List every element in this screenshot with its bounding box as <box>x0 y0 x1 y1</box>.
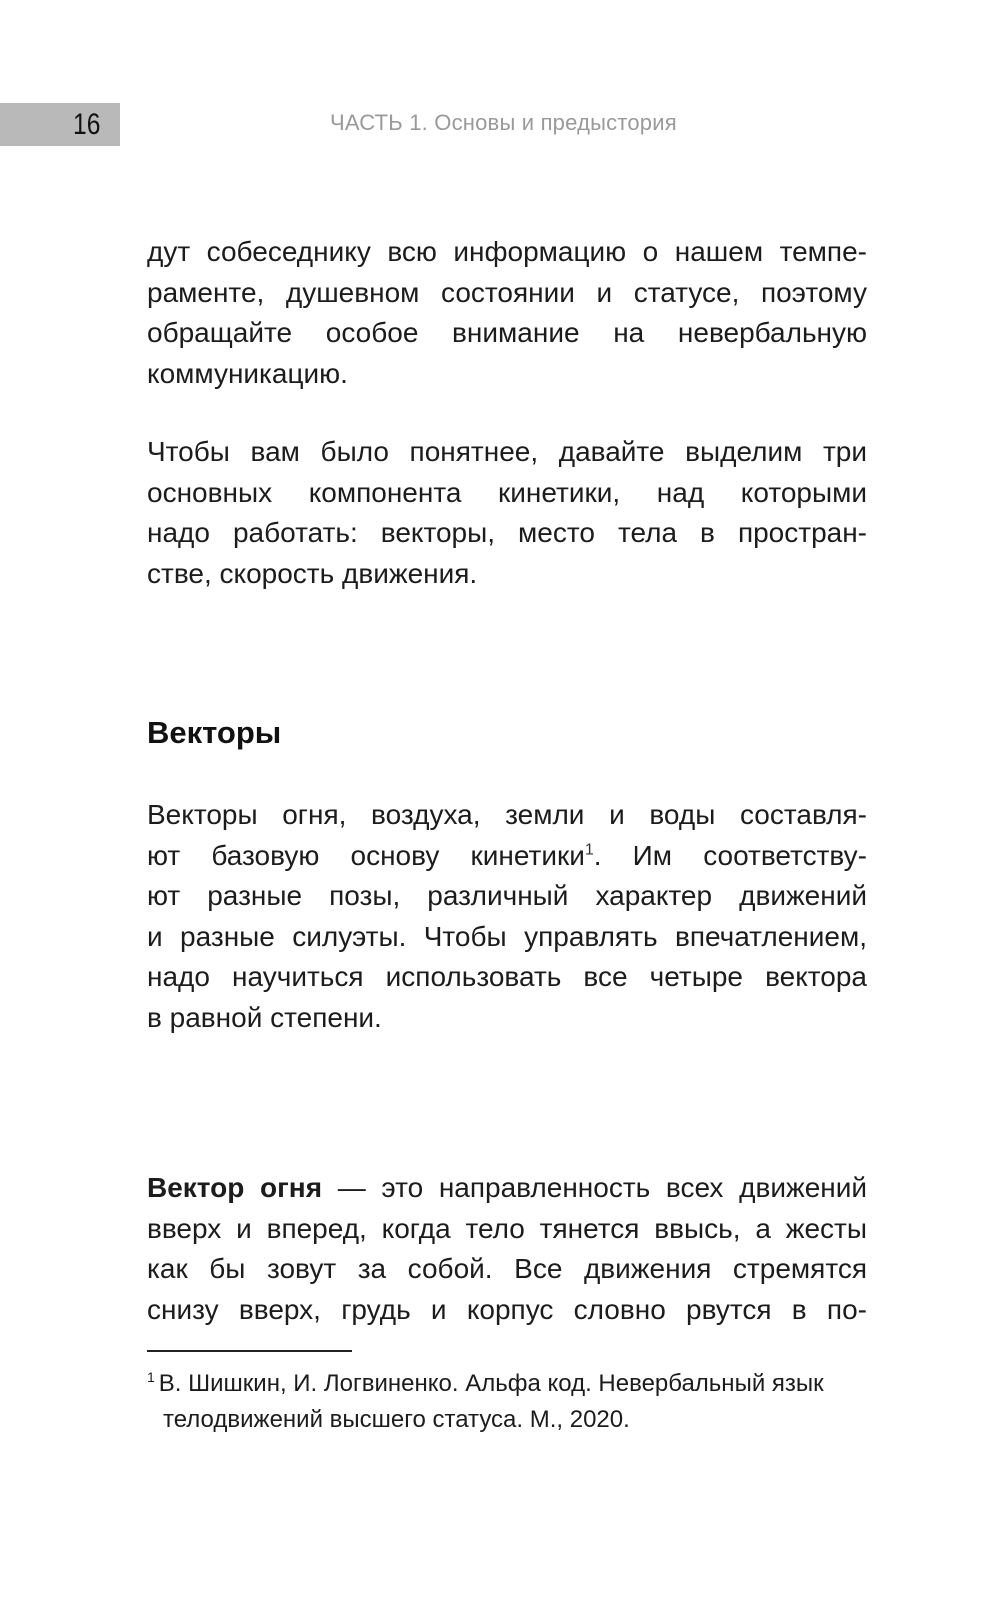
paragraph-line: ют разные позы, различный характер движений <box>147 880 867 911</box>
paragraph-2 <box>147 432 867 594</box>
footnote-reference: 1 <box>584 841 594 859</box>
paragraph-line: надо научиться использовать все четыре вектора <box>147 961 867 992</box>
paragraph-line: обращайте особое внимание на невербальную <box>147 317 867 348</box>
line-text: — это направленность всех движений <box>322 1172 868 1203</box>
paragraph-line: коммуникацию. <box>147 357 348 389</box>
paragraph-line: стве, скорость движения. <box>147 557 478 589</box>
running-header: ЧАСТЬ 1. Основы и предыстория <box>330 110 677 135</box>
paragraph-line: и разные силуэты. Чтобы управлять впечатлением, <box>147 920 867 952</box>
footnote-line: телодвижений высшего статуса. М., 2020. <box>163 1406 630 1433</box>
paragraph-line: в равной степени. <box>147 1001 382 1033</box>
defined-term: Вектор огня <box>147 1172 323 1203</box>
footnote-divider <box>147 1350 352 1352</box>
paragraph-3 <box>147 795 867 1038</box>
paragraph-1 <box>147 232 867 394</box>
paragraph-line: надо работать: векторы, место тела в простран- <box>147 517 867 548</box>
footnote-number: 1 <box>147 1369 155 1385</box>
paragraph-line: Векторы огня, воздуха, земли и воды составля- <box>147 799 867 830</box>
section-heading: Векторы <box>147 715 282 750</box>
footnote <box>147 1366 867 1438</box>
paragraph-line: вверх и вперед, когда тело тянется ввысь, а жесты <box>147 1212 867 1244</box>
paragraph-line: раменте, душевном состоянии и статусе, поэтому <box>147 276 867 308</box>
page-number-tab <box>0 103 120 146</box>
paragraph-line: основных компонента кинетики, над которыми <box>147 476 867 508</box>
paragraph-line: дут собеседнику всю информацию о нашем темпе- <box>147 236 867 267</box>
line-text: . Им соответству- <box>593 839 867 871</box>
paragraph-line: снизу вверх, грудь и корпус словно рвутся в по- <box>147 1293 867 1325</box>
paragraph-4 <box>147 1168 867 1330</box>
paragraph-line: как бы зовут за собой. Все движения стремятся <box>147 1253 867 1284</box>
paragraph-line: Чтобы вам было понятнее, давайте выделим три <box>147 436 867 467</box>
page-number: 16 <box>72 108 100 141</box>
line-text: ют базовую основу кинетики <box>147 839 585 871</box>
paragraph-line <box>147 836 867 877</box>
footnote-line: В. Шишкин, И. Логвиненко. Альфа код. Невербальный язык <box>158 1370 824 1397</box>
paragraph-line <box>147 1168 867 1209</box>
